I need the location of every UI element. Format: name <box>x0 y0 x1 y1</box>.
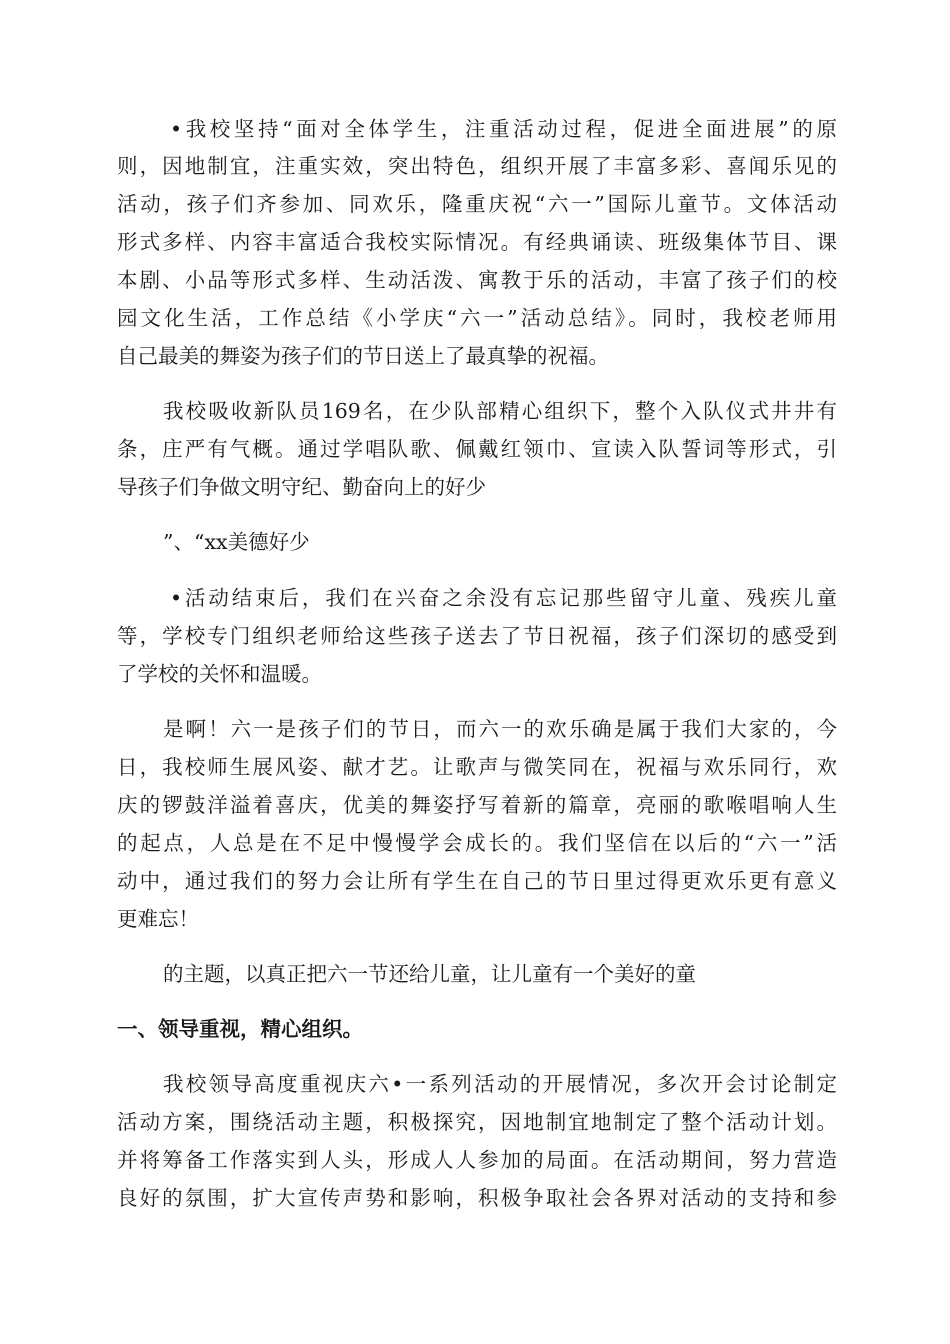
paragraph-1-line-6: 园文化生活，工作总结《小学庆“六一”活动总结》。同时，我校老师用 <box>117 306 837 330</box>
paragraph-4-line-3: 了学校的关怀和温暖。 <box>117 662 322 686</box>
paragraph-7-line-1: 我校领导高度重视庆六•一系列活动的开展情况，多次开会讨论制定 <box>163 1072 837 1096</box>
paragraph-1-line-2: 则，因地制宜，注重实效，突出特色，组织开展了丰富多彩、喜闻乐见的 <box>117 154 837 178</box>
paragraph-1-line-5: 本剧、小品等形式多样、生动活泼、寓教于乐的活动，丰富了孩子们的校 <box>117 268 837 292</box>
paragraph-5-line-6: 更难忘！ <box>117 907 199 931</box>
paragraph-5-line-3: 庆的锣鼓洋溢着喜庆，优美的舞姿抒写着新的篇章，亮丽的歌喉唱响人生 <box>117 793 837 817</box>
paragraph-7-line-4: 良好的氛围，扩大宣传声势和影响，积极争取社会各界对活动的支持和参 <box>117 1186 837 1210</box>
paragraph-1-line-1: •我校坚持“面对全体学生，注重活动过程，促进全面进展”的原 <box>170 117 837 141</box>
paragraph-1-line-3: 活动，孩子们齐参加、同欢乐，隆重庆祝“六一”国际儿童节。文体活动 <box>117 192 837 216</box>
paragraph-6-line-1: 的主题，以真正把六一节还给儿童，让儿童有一个美好的童 <box>163 962 696 986</box>
paragraph-3-line-1: ”、“xx美德好少 <box>163 530 310 554</box>
paragraph-7-line-3: 并将筹备工作落实到人头，形成人人参加的局面。在活动期间，努力营造 <box>117 1148 837 1172</box>
paragraph-1-line-7: 自己最美的舞姿为孩子们的节日送上了最真挚的祝福。 <box>117 344 609 368</box>
section-heading: 一、领导重视，精心组织。 <box>117 1017 363 1041</box>
paragraph-4-line-2: 等，学校专门组织老师给这些孩子送去了节日祝福，孩子们深切的感受到 <box>117 624 837 648</box>
paragraph-2-line-3: 导孩子们争做文明守纪、勤奋向上的好少 <box>117 475 486 499</box>
paragraph-5-line-5: 动中，通过我们的努力会让所有学生在自己的节日里过得更欢乐更有意义 <box>117 869 837 893</box>
paragraph-7-line-2: 活动方案，围绕活动主题，积极探究，因地制宜地制定了整个活动计划。 <box>117 1110 837 1134</box>
paragraph-5-line-2: 日，我校师生展风姿、献才艺。让歌声与微笑同在，祝福与欢乐同行，欢 <box>117 755 837 779</box>
paragraph-2-line-1: 我校吸收新队员169名，在少队部精心组织下，整个入队仪式井井有 <box>163 399 837 423</box>
paragraph-1-line-4: 形式多样、内容丰富适合我校实际情况。有经典诵读、班级集体节目、课 <box>117 230 837 254</box>
paragraph-5-line-4: 的起点，人总是在不足中慢慢学会成长的。我们坚信在以后的“六一”活 <box>117 831 837 855</box>
paragraph-4-line-1: •活动结束后，我们在兴奋之余没有忘记那些留守儿童、残疾儿童 <box>170 586 837 610</box>
paragraph-2-line-2: 条，庄严有气概。通过学唱队歌、佩戴红领巾、宣读入队誓词等形式，引 <box>117 437 837 461</box>
paragraph-5-line-1: 是啊！六一是孩子们的节日，而六一的欢乐确是属于我们大家的，今 <box>163 717 837 741</box>
